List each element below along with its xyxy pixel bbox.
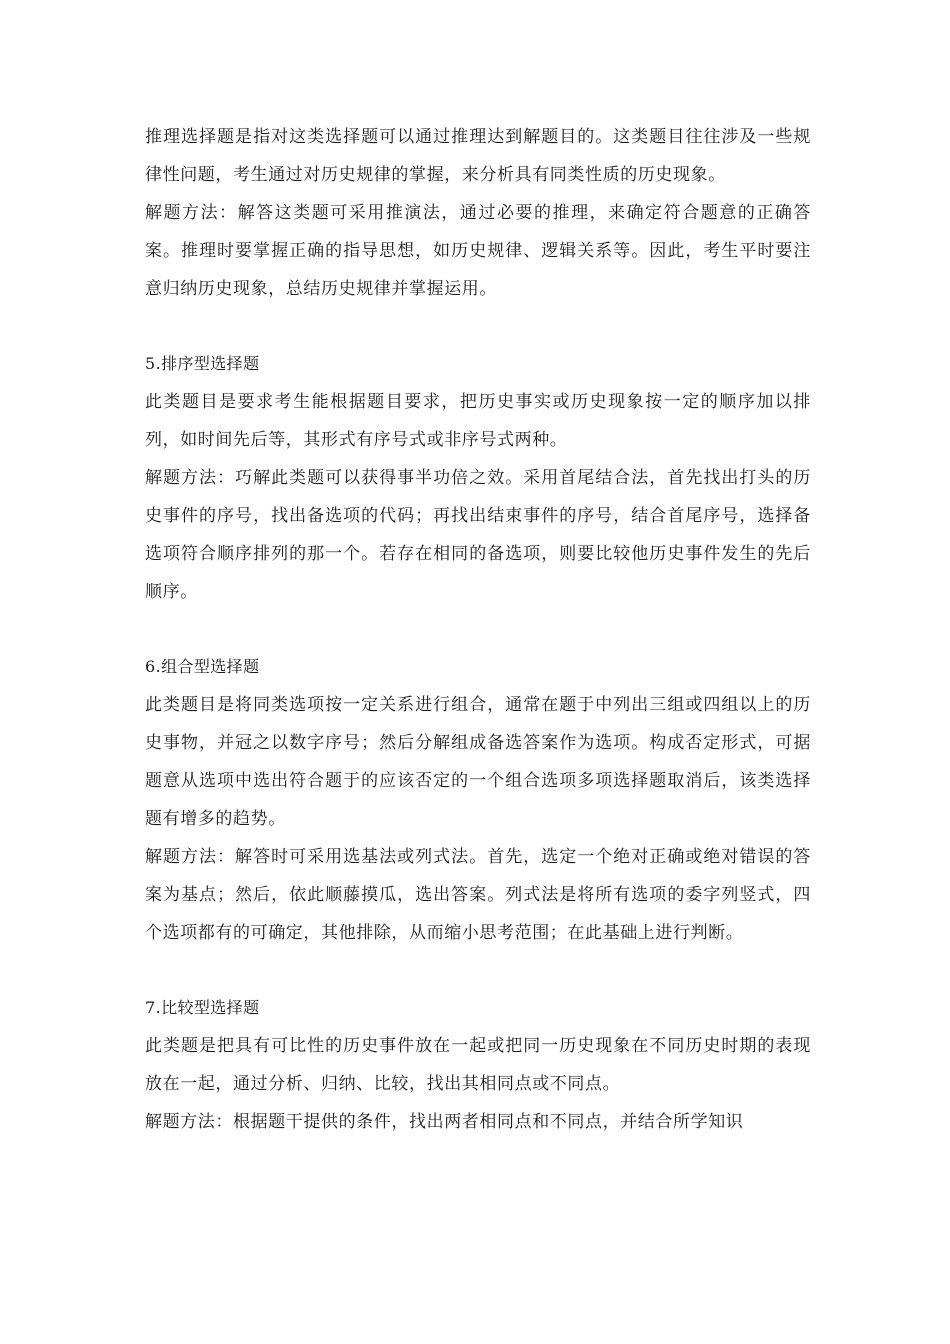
section-heading: 5.排序型选择题 [145,354,260,373]
document-body [145,118,811,1141]
section-description: 此类题是把具有可比性的历史事件放在一起或把同一历史现象在不同历史时期的表现放在一起，通过分析、归纳、比较，找出其相同点或不同点。 [145,1036,811,1094]
section-method: 解题方法：巧解此类题可以获得事半功倍之效。采用首尾结合法，首先找出打头的历史事件的序号，找出备选项的代码；再找出结束事件的序号，结合首尾序号，选择备选项符合顺序排列的那一个。若存在相同的备选项，则要比较他历史事件发生的先后顺序。 [145,468,811,602]
section-description: 此类题目是将同类选项按一定关系进行组合，通常在题于中列出三组或四组以上的历史事物，并冠之以数字序号；然后分解组成备选答案作为选项。构成否定形式，可据题意从选项中选出符合题于的应该否定的一个组合选项多项选择题取消后，该类选择题有增多的趋势。 [145,695,811,829]
intro-paragraph: 推理选择题是指对这类选择题可以通过推理达到解题目的。这类题目往往涉及一些规律性问题，考生通过对历史规律的掌握，来分析具有同类性质的历史现象。 [145,127,811,185]
section-heading: 6.组合型选择题 [145,657,260,676]
section-method: 解题方法：解答时可采用选基法或列式法。首先，选定一个绝对正确或绝对错误的答案为基点；然后，依此顺藤摸瓜，选出答案。列式法是将所有选项的委字列竖式，四个选项都有的可确定，其他排除，从而缩小思考范围；在此基础上进行判断。 [145,847,811,943]
section-method: 解题方法：根据题干提供的条件，找出两者相同点和不同点，并结合所学知识 [145,1112,744,1132]
section-heading: 7.比较型选择题 [145,998,260,1017]
intro-method-paragraph: 解题方法：解答这类题可采用推演法，通过必要的推理，来确定符合题意的正确答案。推理时要掌握正确的指导思想，如历史规律、逻辑关系等。因此，考生平时要注意归纳历史现象，总结历史规律并掌握运用。 [145,203,811,299]
section-description: 此类题目是要求考生能根据题目要求，把历史事实或历史现象按一定的顺序加以排列，如时间先后等，其形式有序号式或非序号式两种。 [145,392,811,450]
section-comparison [145,989,811,1141]
section-combination [145,648,811,952]
section-sorting [145,345,811,611]
